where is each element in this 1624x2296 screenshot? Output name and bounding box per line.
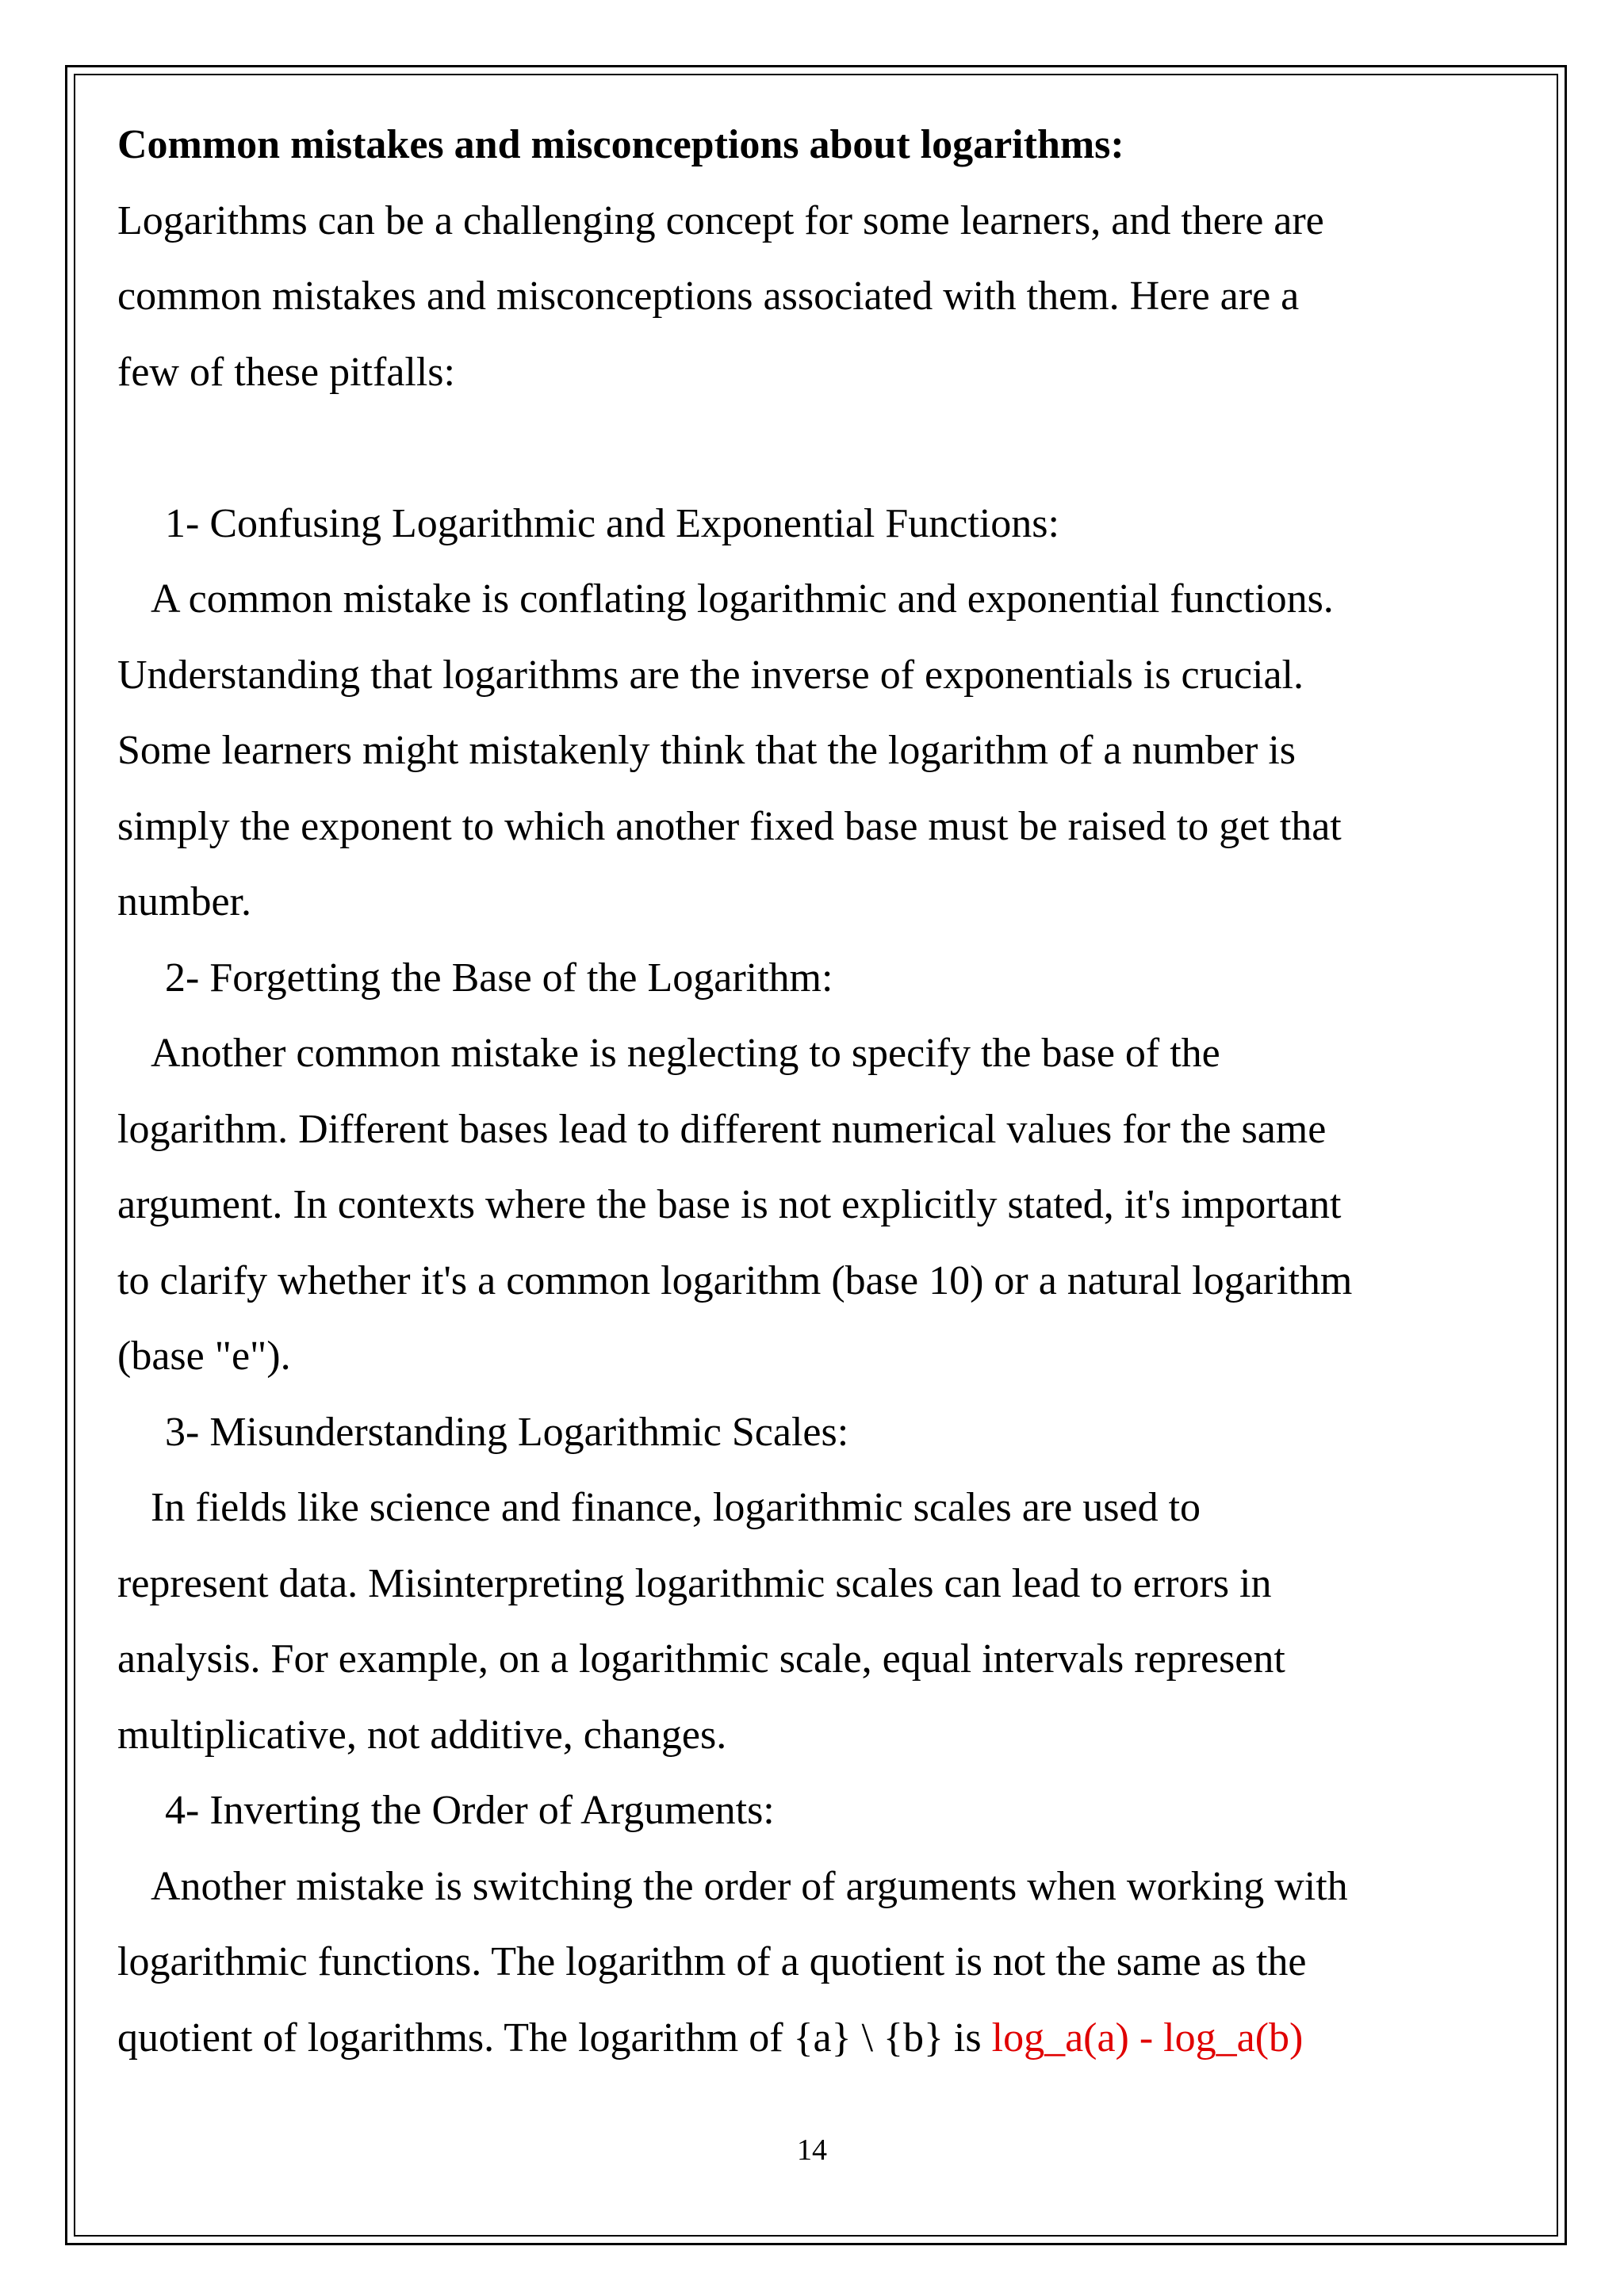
blank-line (117, 422, 1450, 498)
formula: log_a(a) - log_a(b) (991, 2015, 1304, 2061)
section-line: (base "e"). (117, 1334, 291, 1379)
section-line: multiplicative, not additive, changes. (117, 1712, 727, 1758)
section-line: Another common mistake is neglecting to specify the base of the (151, 1031, 1220, 1076)
heading: Common mistakes and misconceptions about logarithms: (117, 122, 1124, 167)
page-number: 14 (797, 2133, 827, 2167)
section-line: Another mistake is switching the order of arguments when working with (151, 1863, 1348, 1909)
section-line: logarithmic functions. The logarithm of a quotient is not the same as the (117, 1939, 1307, 1984)
intro-line: common mistakes and misconceptions associated with them. Here are a (117, 274, 1300, 319)
section-line-with-formula (117, 2012, 1450, 2088)
section-line: represent data. Misinterpreting logarithmic scales can lead to errors in (117, 1560, 1272, 1606)
section-line-text: quotient of logarithms. The logarithm of {a} \ {b} is (117, 2015, 992, 2061)
section-title: 4- Inverting the Order of Arguments: (165, 1788, 775, 1833)
section-title: 1- Confusing Logarithmic and Exponential Functions: (165, 500, 1059, 546)
section-line: Understanding that logarithms are the inverse of exponentials is crucial. (117, 652, 1304, 698)
section-line: analysis. For example, on a logarithmic scale, equal intervals represent (117, 1636, 1285, 1682)
section-line: to clarify whether it's a common logarithm (base 10) or a natural logarithm (117, 1257, 1353, 1303)
section-title: 3- Misunderstanding Logarithmic Scales: (165, 1409, 849, 1455)
section-line: argument. In contexts where the base is not explicitly stated, it's important (117, 1182, 1342, 1227)
section-line: logarithm. Different bases lead to different numerical values for the same (117, 1106, 1327, 1152)
section-line: number. (117, 879, 251, 924)
section-line: Some learners might mistakenly think that the logarithm of a number is (117, 728, 1297, 773)
section-title: 2- Forgetting the Base of the Logarithm: (165, 955, 833, 1001)
intro-line: few of these pitfalls: (117, 349, 455, 395)
page-content (117, 119, 1450, 2087)
section-line: A common mistake is conflating logarithmic and exponential functions. (151, 576, 1334, 622)
intro-line: Logarithms can be a challenging concept for some learners, and there are (117, 197, 1324, 243)
section-line: In fields like science and finance, logarithmic scales are used to (151, 1485, 1201, 1530)
section-line: simply the exponent to which another fixed base must be raised to get that (117, 803, 1342, 849)
